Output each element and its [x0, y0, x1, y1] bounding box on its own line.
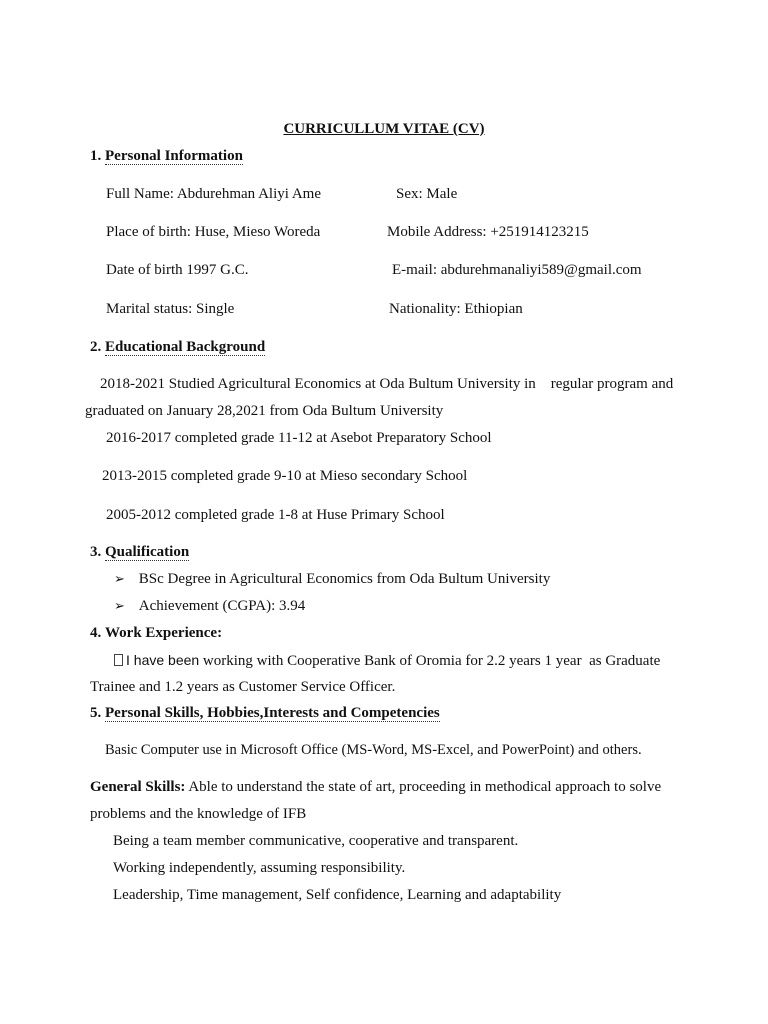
section-label: Personal Skills, Hobbies,Interests and Competencies [105, 705, 440, 721]
section-heading-qualification [90, 543, 189, 561]
general-skills-text: Able to understand the state of art, proceeding in methodical approach to solve [185, 779, 662, 795]
work-lead: I have been [126, 652, 200, 668]
education-line: 2013-2015 completed grade 9-10 at Mieso secondary School [102, 468, 468, 484]
list-item [114, 597, 305, 616]
section-heading-personal [90, 147, 243, 165]
education-line: 2005-2012 completed grade 1-8 at Huse Primary School [106, 507, 445, 523]
full-name: Full Name: Abdurehman Aliyi Ame [106, 186, 321, 202]
document-title: CURRICULLUM VITAE (CV) [283, 121, 485, 137]
section-label: Personal Information [105, 148, 243, 164]
general-skills-label: General Skills: [90, 779, 186, 795]
education-line: graduated on January 28,2021 from Oda Bultum University [85, 403, 444, 419]
work-rest: working with Cooperative Bank of Oromia for 2.2 years 1 year as Graduate [199, 653, 661, 669]
mobile: Mobile Address: +251914123215 [387, 224, 589, 240]
section-number: 5. [90, 705, 102, 721]
section-label: Educational Background [105, 339, 266, 355]
section-number: 3. [90, 544, 102, 560]
email: E-mail: abdurehmanaliyi589@gmail.com [392, 262, 642, 278]
place-of-birth: Place of birth: Huse, Mieso Woreda [106, 224, 321, 240]
education-line: 2018-2021 Studied Agricultural Economics at Oda Bultum University in regular program and [100, 376, 674, 392]
section-number: 1. [90, 148, 102, 164]
list-item-text: Achievement (CGPA): 3.94 [138, 598, 306, 614]
education-line: 2016-2017 completed grade 11-12 at Asebot Preparatory School [106, 430, 492, 446]
list-item-text: BSc Degree in Agricultural Economics from Oda Bultum University [138, 571, 551, 587]
skill-item: Being a team member communicative, cooperative and transparent. [113, 833, 519, 849]
section-heading-work [90, 624, 222, 642]
list-item [114, 570, 550, 589]
arrow-bullet-icon: ➢ [114, 599, 125, 614]
sex: Sex: Male [396, 186, 458, 202]
section-heading-skills [90, 704, 440, 722]
section-label: Qualification [105, 544, 190, 560]
section-label: Work Experience: [105, 625, 223, 641]
section-number: 4. [90, 625, 102, 641]
skill-item: Leadership, Time management, Self confidence, Learning and adaptability [113, 887, 562, 903]
computer-skills: Basic Computer use in Microsoft Office (MS-Word, MS-Excel, and PowerPoint) and others. [105, 742, 642, 758]
work-line: Trainee and 1.2 years as Customer Service Officer. [90, 679, 396, 695]
general-skills [90, 778, 661, 796]
date-of-birth: Date of birth 1997 G.C. [106, 262, 249, 278]
section-number: 2. [90, 339, 102, 355]
skill-item: Working independently, assuming responsibility. [113, 860, 406, 876]
section-heading-education [90, 338, 265, 356]
arrow-bullet-icon: ➢ [114, 572, 125, 587]
marital-status: Marital status: Single [106, 301, 235, 317]
general-skills-line: problems and the knowledge of IFB [90, 806, 307, 822]
missing-glyph-icon [114, 654, 123, 666]
nationality: Nationality: Ethiopian [389, 301, 523, 317]
work-line [114, 651, 660, 670]
